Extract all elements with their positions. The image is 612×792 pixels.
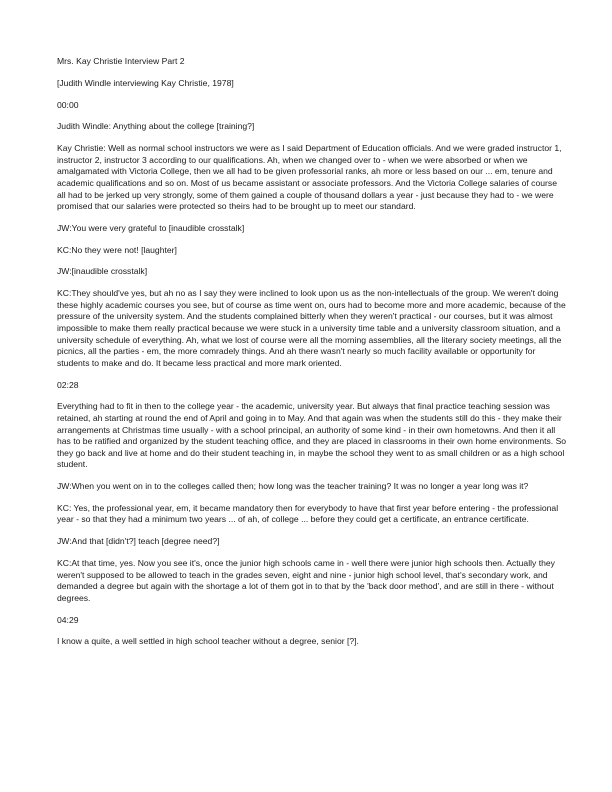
transcript-paragraph: JW:[inaudible crosstalk] bbox=[57, 266, 148, 277]
transcript-paragraph: KC: Yes, the professional year, em, it became mandatory then for everybody to have that first year before entering - the professional year - so that they had a minimum two years ... of ah, of college ... before they could get a certificate, an entrance certificate. bbox=[57, 502, 559, 525]
transcript-paragraph: JW:You were very grateful to [inaudible crosstalk] bbox=[57, 222, 245, 233]
transcript-paragraph: KC:They should've yes, but ah no as I say they were inclined to look upon us as the non-intellectuals of the group. We weren't doing these highly academic courses you see, but of course as time went on, ours had to become more and more academic, because of the pressure of the university system. And the students complained bitterly when they weren't practical - our courses, but it was almost impossible to make them really practical because we were stuck in a university time table and a university classroom situation, and a university schedule of everything. Ah, what we lost of course were all the morning assemblies, all the literary society meetings, all the picnics, all the parties - em, the more comradely things. And ah there wasn't nearly so much facility available or opportunity for students to make and do. It became less practical and more mark oriented. bbox=[57, 288, 566, 368]
document-title: Mrs. Kay Christie Interview Part 2 bbox=[57, 56, 185, 66]
document-page bbox=[57, 56, 567, 658]
timestamp: 00:00 bbox=[57, 99, 79, 110]
timestamp: 04:29 bbox=[57, 614, 79, 625]
transcript-paragraph: JW:And that [didn't?] teach [degree need?] bbox=[57, 536, 220, 547]
transcript-paragraph: KC:At that time, yes. Now you see it's, once the junior high schools came in - well there were junior high schools then. Actually they weren't supposed to be allowed to teach in the grades seven, eight and nine - junior high school level, that's secondary work, and demanded a degree but again with the shortage a lot of them got in to that by the 'back door method', and are still in there - without degrees. bbox=[57, 558, 555, 603]
document-subtitle: [Judith Windle interviewing Kay Christie, 1978] bbox=[57, 77, 234, 88]
timestamp: 02:28 bbox=[57, 379, 79, 390]
transcript-paragraph: KC:No they were not! [laughter] bbox=[57, 244, 177, 255]
transcript-paragraph: JW:When you went on in to the colleges called then; how long was the teacher training? It was no longer a year long was it? bbox=[57, 481, 529, 492]
transcript-paragraph: I know a quite, a well settled in high school teacher without a degree, senior [?]. bbox=[57, 636, 359, 647]
transcript-paragraph: Judith Windle: Anything about the college [training?] bbox=[57, 121, 255, 132]
transcript-paragraph: Kay Christie: Well as normal school instructors we were as I said Department of Education officials. And we were graded instructor 1, instructor 2, instructor 3 according to our qualifications. Ah, when we changed over to - when we were absorbed or when we amalgamated with Victoria College, then we all had to be given professorial ranks, ah more or less based on our ... em, tenure and academic qualifications and so on. Most of us became assistant or associate professors. And the Victoria College salaries of course all had to be jerked up very strongly, some of them gained a couple of thousand dollars a year - just because they had to - we were promised that our salaries were protected so theirs had to be brought up to meet our standard. bbox=[57, 143, 562, 212]
transcript-paragraph: Everything had to fit in then to the college year - the academic, university year. But always that final practice teaching session was retained, ah starting at round the end of April and going in to May. And that again was when the students still do this - they make their arrangements at Christmas time usually - with a school principal, an authority of some kind - in their own hometowns. And then it all has to be ratified and organized by the student teaching office, and they are placed in classrooms in their own home environments. So they go back and live at home and do their student teaching in, in maybe the school they went to as small children or as a high school student. bbox=[57, 401, 567, 470]
